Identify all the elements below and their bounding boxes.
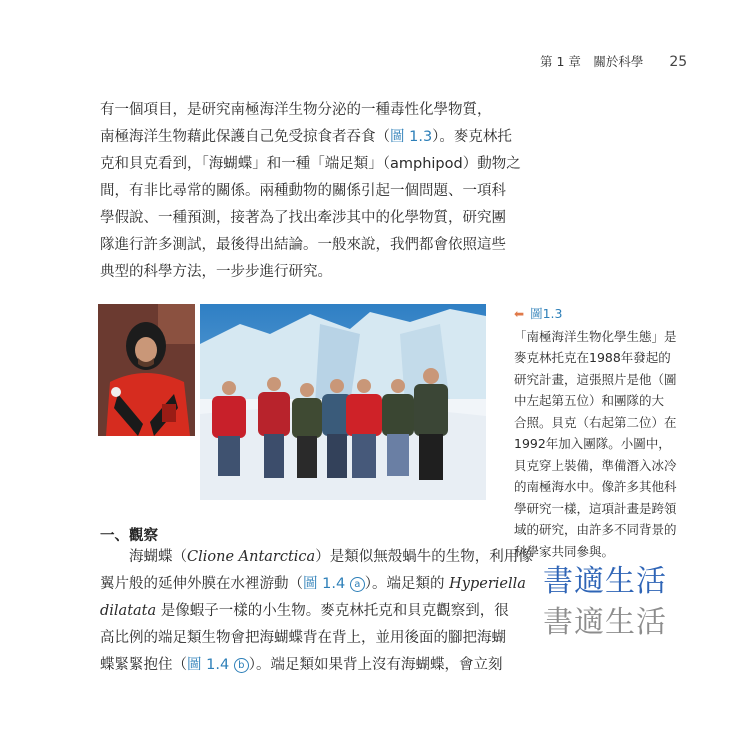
figure-1-4-link[interactable]: 圖 1.4	[187, 657, 230, 673]
circle-a-icon: a	[350, 577, 365, 592]
text-line: 翼片般的延伸外膜在水裡游動（圖 1.4 a ）。端足類的 Hyperiella	[100, 576, 526, 592]
caption-line: 科學家共同參與。	[514, 543, 615, 559]
caption-line: 麥克林托克在1988年發起的	[514, 350, 671, 365]
text-line: 克和貝克看到，「海蝴蝶」和一種「端足類」（amphipod）動物之	[100, 156, 521, 172]
caption-label: ⬅ 圖1.3	[514, 303, 684, 326]
text-line: 蝶緊緊抱住（圖 1.4 b ）。端足類如果背上沒有海蝴蝶，會立刻	[100, 657, 503, 673]
running-head	[540, 52, 687, 70]
caption-line: 1992年加入團隊。小圖中，	[514, 436, 671, 451]
figure-1-4-link[interactable]: 圖 1.4	[303, 576, 346, 592]
page-number: 25	[669, 54, 688, 70]
caption-line: 域的研究，由許多不同背景的	[514, 522, 677, 537]
arrow-left-icon: ⬅	[514, 307, 525, 321]
text-line: 高比例的端足類生物會把海蝴蝶背在背上，並用後面的腳把海蝴	[100, 630, 506, 646]
team-photo-antarctica	[200, 304, 486, 500]
paragraph-intro	[100, 97, 521, 286]
text-line: 海蝴蝶（Clione Antarctica）是類似無殼蝸牛的生物，利用像	[129, 549, 533, 565]
figure-1-3-link[interactable]: 圖 1.3	[390, 129, 433, 145]
caption-line: 「南極海洋生物化學生態」是	[514, 328, 677, 344]
section-heading: 一、觀察	[100, 528, 158, 544]
caption-line: 貝克穿上裝備，準備潛入冰冷	[514, 457, 677, 473]
watermark-gray: 書適生活	[543, 605, 667, 640]
inset-photo-diver	[98, 304, 195, 436]
text-line: 學假說、一種預測，接著為了找出牽涉其中的化學物質，研究團	[100, 210, 506, 226]
caption-line: 學研究一樣，這項計畫是跨領	[514, 500, 677, 516]
text-line: 有一個項目，是研究南極海洋生物分泌的一種毒性化學物質，	[100, 102, 492, 118]
text-line: dilatata 是像蝦子一樣的小生物。麥克林托克和貝克觀察到，很	[100, 603, 509, 619]
caption-line: 中左起第五位）和團隊的大	[514, 393, 665, 408]
caption-line: 研究計畫，這張照片是他（圖	[514, 371, 677, 387]
figure-caption	[514, 303, 684, 562]
circle-b-icon: b	[234, 658, 249, 673]
watermark-blue: 書適生活	[543, 564, 667, 599]
text-line: 隊進行許多測試，最後得出結論。一般來說，我們都會依照這些	[100, 237, 506, 253]
paragraph-observation	[100, 544, 533, 679]
caption-line: 合照。貝克（右起第二位）在	[514, 414, 677, 430]
text-line: 間，有非比尋常的關係。兩種動物的關係引起一個問題、一項科	[100, 183, 506, 199]
text-line: 典型的科學方法，一步步進行研究。	[100, 264, 332, 280]
text-line: 南極海洋生物藉此保護自己免受掠食者吞食（圖 1.3）。麥克林托	[100, 129, 512, 145]
caption-line: 的南極海水中。像許多其他科	[514, 479, 677, 494]
chapter-title: 第 1 章 關於科學	[540, 54, 644, 69]
